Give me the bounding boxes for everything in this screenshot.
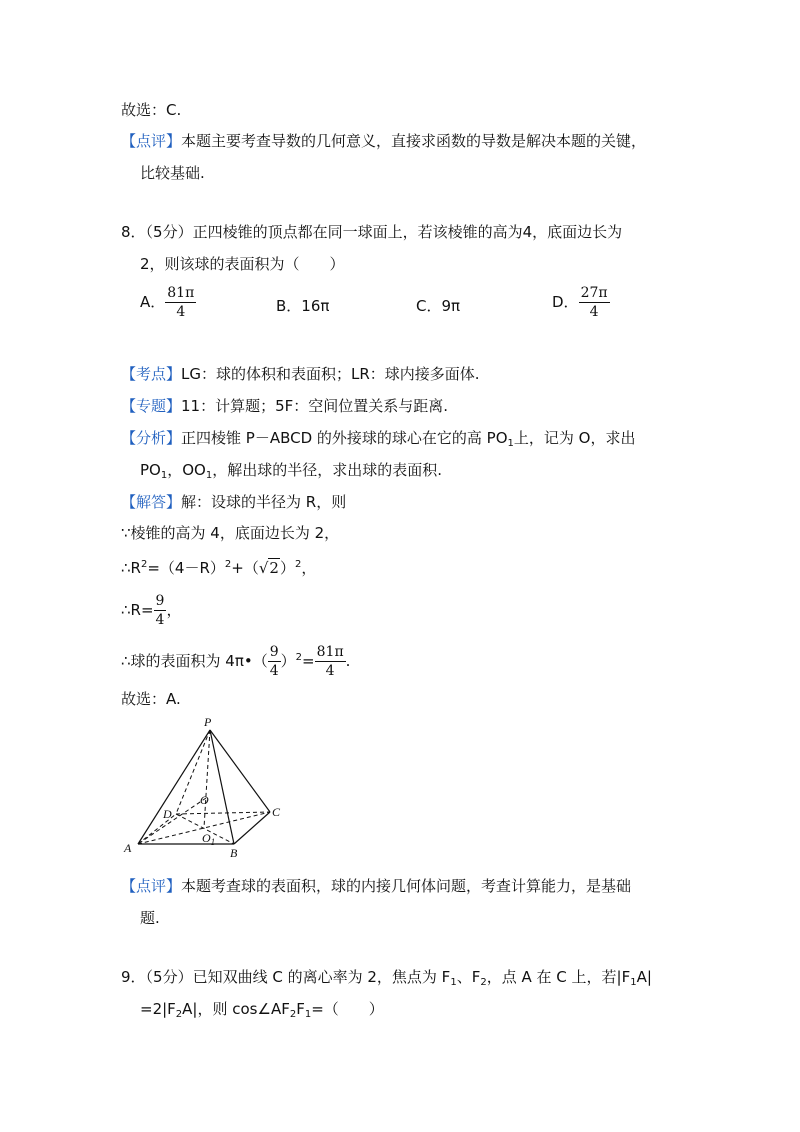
numerator: 27π (580, 285, 608, 301)
fenxi-text: ，解出球的半径，求出球的表面积. (212, 461, 443, 479)
radicand: 2 (269, 559, 279, 577)
option-value: 16π (301, 297, 330, 315)
comment-text: 本题主要考查导数的几何意义，直接求函数的导数是解决本题的关键， (181, 132, 647, 150)
step-text: ， (301, 559, 317, 577)
q8-option-d (552, 286, 610, 319)
label-c: C (272, 805, 281, 819)
step-text: ∴R= (121, 601, 154, 619)
fraction (315, 645, 346, 678)
denominator: 4 (325, 663, 335, 679)
q8-step4 (121, 640, 350, 679)
denominator: 4 (176, 304, 186, 320)
q8-stem-line1: 8．（5分）正四棱锥的顶点都在同一球面上，若该棱锥的高为4，底面边长为 (121, 223, 623, 241)
step-text: =（4－R） (147, 559, 225, 577)
comment-tag: 【点评】 (121, 877, 182, 895)
step-text: ） (280, 652, 296, 670)
comment-tag: 【点评】 (121, 132, 182, 150)
fenxi-tag: 【分析】 (121, 429, 182, 447)
step-text: . (345, 652, 351, 670)
label-o1 (202, 831, 215, 847)
step-text: ∴R (121, 559, 141, 577)
subscript: 1 (205, 470, 213, 481)
option-label: B． (276, 297, 302, 315)
subscript: 1 (304, 1009, 312, 1020)
label-d: D (163, 807, 172, 821)
stem-text: F (296, 1000, 305, 1018)
subscript: 2 (289, 1009, 297, 1020)
edge-pa (138, 730, 210, 844)
option-label: A． (140, 293, 166, 311)
superscript: 2 (140, 559, 148, 570)
edge-dc (176, 812, 270, 814)
q8-step3 (121, 592, 181, 628)
sqrt-expression (259, 558, 280, 577)
step-text: ， (166, 601, 182, 619)
numerator: 81π (167, 285, 195, 301)
q8-option-b (276, 295, 329, 316)
fraction (268, 645, 281, 678)
step-text: ∴球的表面积为 4π•（ (121, 652, 268, 670)
fenxi-text: 上，记为 O，求出 (513, 429, 636, 447)
prev-comment (121, 131, 646, 151)
subscript: 2 (480, 977, 487, 988)
zhuanti-text: 11：计算题；5F：空间位置关系与距离. (181, 397, 449, 415)
q8-zhuanti (121, 396, 448, 416)
q8-step1: ∵棱锥的高为 4，底面边长为 2， (121, 524, 340, 542)
q8-fenxi (121, 428, 635, 454)
superscript: 2 (294, 559, 302, 570)
stem-text: ，点 A 在 C 上，若|F (486, 968, 631, 986)
comment-text: 本题考查球的表面积，球的内接几何体问题，考查计算能力，是基础 (181, 877, 632, 895)
fenxi-text: 正四棱锥 P－ABCD 的外接球的球心在它的高 PO (181, 429, 508, 447)
subscript: 1 (507, 438, 514, 449)
q8-option-a (140, 286, 196, 319)
subscript: 1 (630, 977, 637, 988)
superscript: 2 (295, 652, 303, 663)
segment-oa (138, 798, 206, 844)
denominator: 4 (589, 304, 599, 320)
stem-text: =2|F (140, 1000, 176, 1018)
jieda-text: 解：设球的半径为 R，则 (181, 493, 347, 511)
step-text: +（ (231, 559, 259, 577)
label-b: B (230, 846, 238, 860)
step-text: ） (279, 559, 295, 577)
stem-text: A| (636, 968, 652, 986)
stem-text: A|，则 cos∠AF (182, 1000, 290, 1018)
label-o1-sub: 1 (210, 837, 216, 847)
fraction (165, 286, 196, 319)
label-p: P (204, 715, 212, 729)
q8-step2 (121, 555, 316, 578)
superscript: 2 (224, 559, 232, 570)
denominator: 4 (269, 663, 279, 679)
subscript: 1 (450, 977, 457, 988)
stem-text: 9．（5分）已知双曲线 C 的离心率为 2，焦点为 F (121, 968, 451, 986)
option-value: 9π (441, 297, 461, 315)
pyramid-figure (120, 712, 290, 862)
stem-text: =（ ） (311, 1000, 384, 1018)
kaodian-text: LG：球的体积和表面积；LR：球内接多面体. (181, 365, 480, 383)
zhuanti-tag: 【专题】 (121, 397, 182, 415)
q8-answer: 故选：A. (121, 690, 181, 708)
stem-text: 、F (456, 968, 481, 986)
jieda-tag: 【解答】 (121, 493, 182, 511)
q8-comment (121, 876, 631, 896)
subscript: 2 (175, 1009, 183, 1020)
q8-kaodian (121, 364, 480, 384)
q8-stem-line2: 2，则该球的表面积为（ ） (140, 255, 345, 273)
fenxi-text: ，OO (167, 461, 206, 479)
numerator: 9 (155, 593, 165, 609)
label-a: A (124, 841, 132, 855)
numerator: 9 (269, 644, 279, 660)
label-o1-main: O (202, 831, 211, 845)
numerator: 81π (316, 644, 344, 660)
prev-answer: 故选：C. (121, 101, 182, 119)
q8-jieda (121, 492, 346, 512)
edge-bc (234, 812, 270, 844)
subscript: 1 (160, 470, 168, 481)
q9-stem-line2 (140, 999, 384, 1025)
q8-comment-cont: 题. (140, 909, 160, 927)
option-label: D． (552, 293, 579, 311)
label-o: O (200, 793, 209, 807)
fraction (579, 286, 610, 319)
denominator: 4 (155, 612, 165, 628)
prev-comment-cont: 比较基础. (140, 164, 205, 182)
fenxi-text: PO (140, 461, 161, 479)
kaodian-tag: 【考点】 (121, 365, 182, 383)
fraction (154, 594, 167, 627)
radical-sign: √ (258, 559, 269, 577)
q8-fenxi-cont (140, 460, 442, 486)
step-text: = (302, 652, 315, 670)
q9-stem-line1 (121, 967, 652, 993)
q8-option-c (416, 295, 460, 316)
option-label: C． (416, 297, 442, 315)
